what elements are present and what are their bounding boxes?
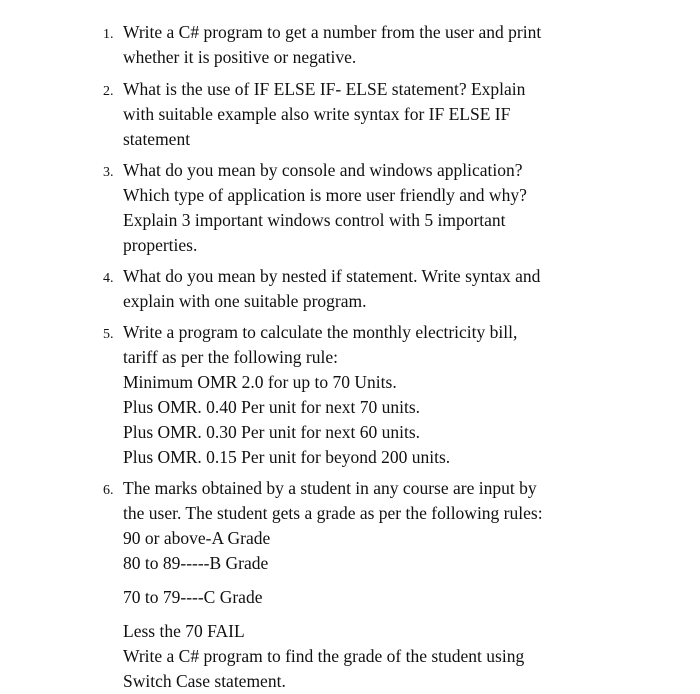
question-line: 70 to 79----C Grade — [123, 587, 263, 607]
question-number: 3. — [103, 165, 114, 180]
question-6 — [103, 476, 663, 694]
question-line: Which type of application is more user friendly and why? — [123, 185, 527, 205]
question-line: Plus OMR. 0.30 Per unit for next 60 units. — [123, 422, 421, 442]
question-line: the user. The student gets a grade as per the following rules: — [123, 503, 543, 523]
question-line: with suitable example also write syntax for IF ELSE IF — [123, 104, 511, 124]
question-3 — [103, 158, 663, 258]
question-line: tariff as per the following rule: — [123, 347, 338, 367]
question-line: Write a program to calculate the monthly electricity bill, — [123, 322, 518, 342]
question-number: 6. — [103, 483, 114, 498]
question-line: The marks obtained by a student in any course are input by — [123, 478, 537, 498]
question-line: explain with one suitable program. — [123, 291, 367, 311]
question-line: whether it is positive or negative. — [123, 47, 357, 67]
question-line: properties. — [123, 235, 198, 255]
question-text — [123, 476, 663, 694]
question-line: What do you mean by nested if statement. Write syntax and — [123, 266, 541, 286]
question-line: Less the 70 FAIL — [123, 621, 245, 641]
question-5 — [103, 320, 663, 470]
question-text — [123, 264, 663, 314]
question-line: 80 to 89-----B Grade — [123, 553, 269, 573]
question-2 — [103, 77, 663, 152]
question-text — [123, 158, 663, 258]
question-text — [123, 20, 663, 70]
question-line: statement — [123, 129, 191, 149]
question-line: Write a C# program to find the grade of the student using — [123, 646, 525, 666]
question-line: Minimum OMR 2.0 for up to 70 Units. — [123, 372, 397, 392]
question-text — [123, 77, 663, 152]
question-line: Explain 3 important windows control with 5 important — [123, 210, 506, 230]
question-text — [123, 320, 663, 470]
question-number: 4. — [103, 271, 114, 286]
question-number: 1. — [103, 27, 114, 42]
question-4 — [103, 264, 663, 314]
question-line: Write a C# program to get a number from the user and print — [123, 22, 542, 42]
question-line: Switch Case statement. — [123, 671, 286, 691]
question-1 — [103, 20, 663, 70]
question-number: 5. — [103, 327, 114, 342]
question-line: What is the use of IF ELSE IF- ELSE statement? Explain — [123, 79, 526, 99]
question-line: 90 or above-A Grade — [123, 528, 271, 548]
question-line: Plus OMR. 0.40 Per unit for next 70 units. — [123, 397, 421, 417]
question-line: Plus OMR. 0.15 Per unit for beyond 200 units. — [123, 447, 451, 467]
question-number: 2. — [103, 84, 114, 99]
question-line: What do you mean by console and windows application? — [123, 160, 523, 180]
